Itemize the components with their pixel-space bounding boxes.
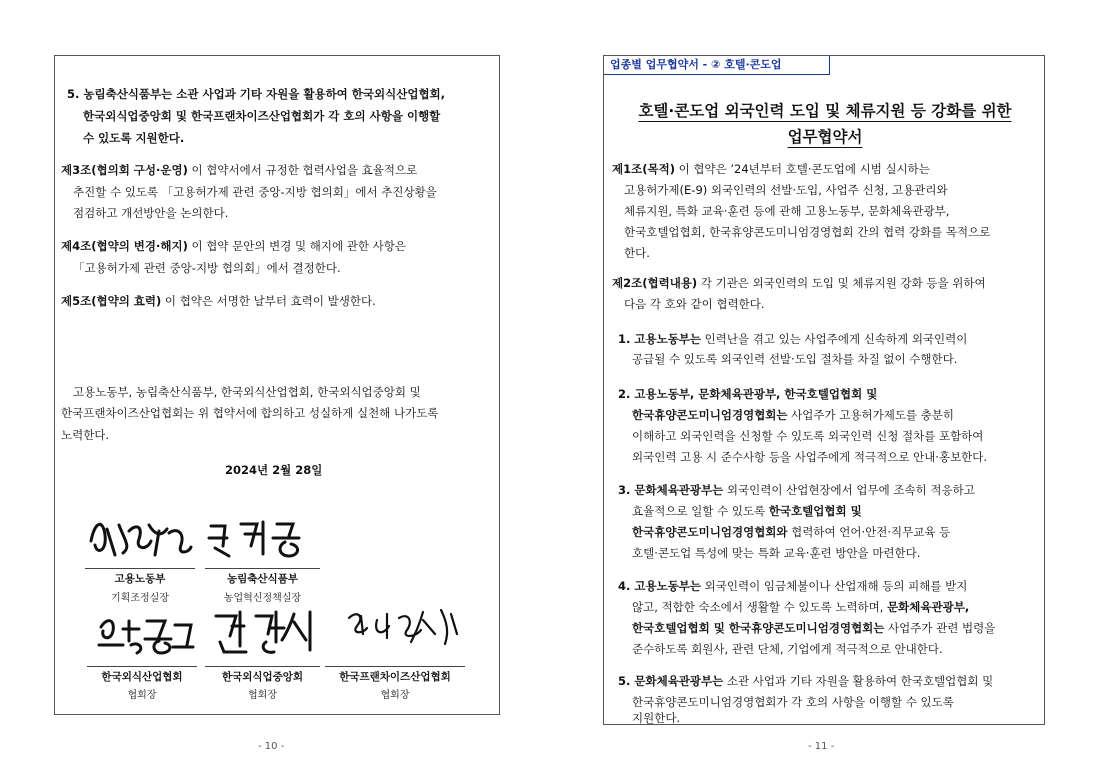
article2-line1: 제2조(협력내용) 각 기관은 외국인력의 도입 및 체류지원 강화 등을 위하여: [612, 276, 986, 290]
item4-line1: 4. 고용노동부는 외국인력이 임금체불이나 산업재해 등의 피해를 받지: [618, 579, 968, 593]
article1-line3: 체류지원, 특화 교육·훈련 등에 관해 고용노동부, 문화체육관광부,: [624, 204, 950, 218]
article4-line2: 「고용허가제 관련 중앙-지방 협의회」에서 결정한다.: [73, 261, 341, 275]
signature-kra: [210, 606, 320, 658]
signature-line: [87, 666, 197, 667]
item3-line3: 한국휴양콘도미니엄경영협회와 협력하여 언어·안전·직무교육 등: [632, 525, 951, 539]
item2-line3: 이해하고 외국인력을 신청할 수 있도록 외국인력 신청 절차를 포함하여: [632, 429, 984, 443]
signer-org: 한국프랜차이즈산업협회: [339, 671, 451, 683]
signature-line: [325, 666, 465, 667]
article1-line1: 제1조(목적) 이 협약은 ’24년부터 호텔·콘도업에 시범 실시하는: [612, 162, 930, 176]
article1-line5: 한다.: [624, 246, 650, 260]
page-number-left: - 10 -: [258, 741, 285, 752]
signer-title: 협회장: [127, 690, 157, 701]
article5-line1: 제5조(협약의 효력) 이 협약은 서명한 날부터 효력이 발생한다.: [61, 294, 376, 308]
header-tab: 업종별 업무협약서 - ② 호텔·콘도업: [604, 56, 830, 75]
signing-date: 2024년 2월 28일: [225, 463, 323, 477]
page-right: [603, 55, 1045, 725]
item4-line3: 한국호텔업협회 및 한국휴양콘도미니엄경영협회는 사업주가 관련 법령을: [632, 621, 996, 635]
item3-line1: 3. 문화체육관광부는 외국인력이 산업현장에서 업무에 조속히 적응하고: [618, 483, 975, 497]
item5-line2: 한국휴양콘도미니엄경영협회가 각 호의 사항을 이행할 수 있도록: [632, 695, 954, 709]
item3-line2: 효율적으로 일할 수 있도록 한국호텔업협회 및: [632, 504, 862, 518]
item5-line3: 수 있도록 지원한다.: [83, 131, 185, 145]
signer-title: 기획조정실장: [111, 593, 169, 604]
signature-line: [85, 568, 195, 569]
signature-mafra: [205, 516, 315, 562]
article5-heading: 제5조(협약의 효력): [61, 294, 162, 308]
article1-line4: 한국호텔업협회, 한국휴양콘도미니엄경영협회 간의 협력 강화를 목적으로: [624, 225, 991, 239]
closing-line1: 고용노동부, 농림축산식품부, 한국외식산업협회, 한국외식업중앙회 및: [73, 385, 421, 399]
signer-org: 고용노동부: [114, 573, 166, 585]
article3-line1: 제3조(협의회 구성·운영) 이 협약서에서 규정한 협력사업을 효율적으로: [61, 163, 418, 177]
document-title-line1: 호텔·콘도업 외국인력 도입 및 체류지원 등 강화를 위한: [638, 102, 1012, 120]
item2-line1: 2. 고용노동부, 문화체육관광부, 한국호텔업협회 및: [618, 387, 878, 401]
signature-line: [205, 666, 320, 667]
signer-org: 농림축산식품부: [226, 573, 298, 585]
signer-title: 협회장: [380, 690, 410, 701]
article1-heading: 제1조(목적): [612, 162, 675, 176]
article4-line1: 제4조(협약의 변경·해지) 이 협약 문안의 변경 및 해지에 관한 사항은: [61, 239, 406, 253]
article3-line3: 점검하고 개선방안을 논의한다.: [73, 206, 229, 220]
closing-line3: 노력한다.: [61, 428, 110, 442]
item5-line1: 5. 농림축산식품부는 소관 사업과 기타 자원을 활용하여 한국외식산업협회,: [67, 87, 446, 101]
item3-line4: 호텔·콘도업 특성에 맞는 특화 교육·훈련 방안을 마련한다.: [632, 546, 921, 560]
page-number-right: - 11 -: [808, 741, 835, 752]
item5-line2: 한국외식업중앙회 및 한국프랜차이즈산업협회가 각 호의 사항을 이행할: [83, 109, 441, 123]
document-title-line2: 업무협약서: [787, 128, 863, 146]
page-left: [54, 55, 500, 715]
article3-line2: 추진할 수 있도록 「고용허가제 관련 중앙-지방 협의회」에서 추진상황을: [73, 185, 437, 199]
item4-line2: 않고, 적합한 숙소에서 생활할 수 있도록 노력하며, 문화체육관광부,: [632, 600, 970, 614]
signer-title: 협회장: [248, 690, 277, 701]
article2-line2: 다음 각 호와 같이 협력한다.: [624, 297, 765, 311]
item2-line4: 외국인력 고용 시 준수사항 등을 사업주에게 적극적으로 안내·홍보한다.: [632, 450, 988, 464]
item5-line3: 지원한다.: [632, 711, 681, 725]
article4-heading: 제4조(협약의 변경·해지): [61, 239, 188, 253]
signer-org: 한국외식산업협회: [101, 671, 183, 683]
signer-org: 한국외식업중앙회: [221, 671, 304, 683]
item1-line2: 공급될 수 있도록 외국인력 선발·도입 절차를 차질 없이 수행한다.: [632, 352, 958, 366]
signature-line: [205, 568, 320, 569]
item4-line4: 준수하도록 회원사, 관련 단체, 기업에게 적극적으로 안내한다.: [632, 642, 943, 656]
signer-title: 농업혁신정책실장: [223, 593, 302, 604]
signature-moel: [85, 511, 195, 563]
signature-kfa: [343, 604, 461, 650]
article1-line2: 고용허가제(E-9) 외국인력의 선발·도입, 사업주 신청, 고용관리와: [624, 183, 948, 197]
item5-line1: 5. 문화체육관광부는 소관 사업과 기타 자원을 활용하여 한국호텔업협회 및: [618, 674, 994, 688]
signature-kfia: [95, 611, 195, 659]
item1-line1: 1. 고용노동부는 인력난을 겪고 있는 사업주에게 신속하게 외국인력이: [618, 332, 968, 346]
article2-heading: 제2조(협력내용): [612, 276, 698, 290]
item2-line2: 한국휴양콘도미니엄경영협회는 사업주가 고용허가제도를 충분히: [632, 408, 955, 422]
closing-line2: 한국프랜차이즈산업협회는 위 협약서에 합의하고 성실하게 실천해 나가도록: [61, 406, 439, 420]
article3-heading: 제3조(협의회 구성·운영): [61, 163, 188, 177]
